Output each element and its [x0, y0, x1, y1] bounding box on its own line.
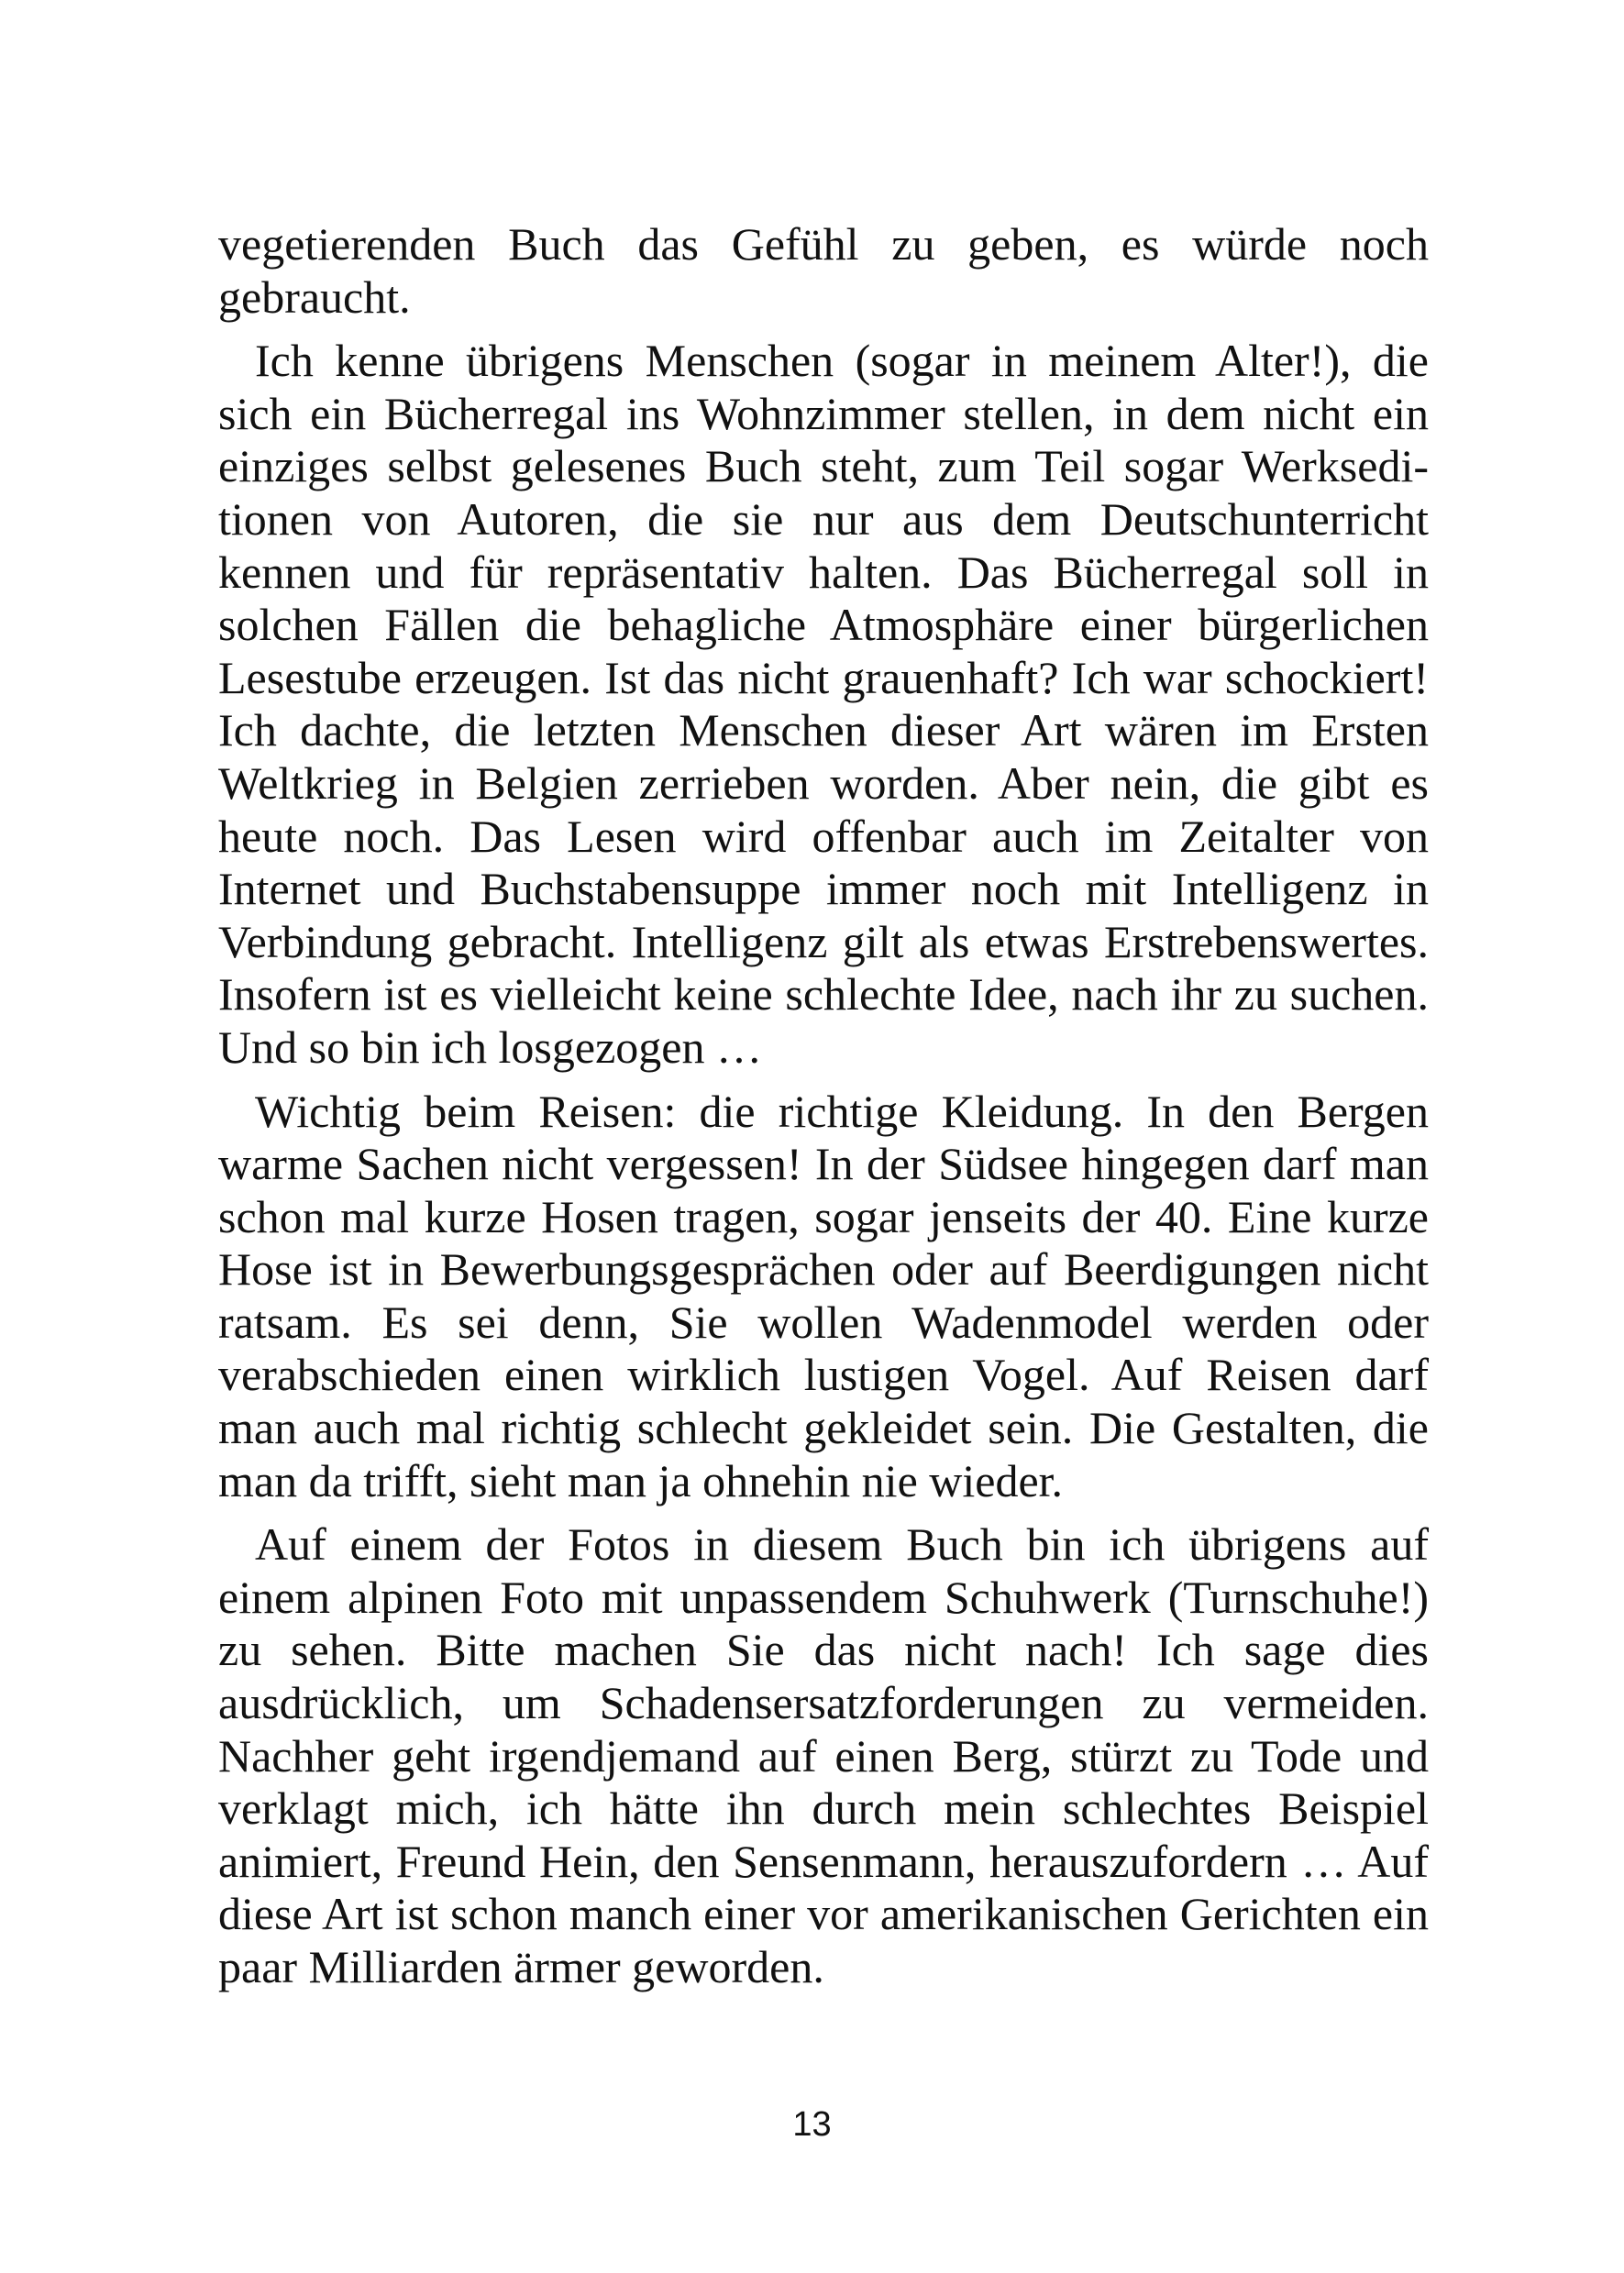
body-text — [218, 218, 1429, 1994]
paragraph-clothing: Wichtig beim Reisen: die richtige Kleidung. In den Bergen warme Sachen nicht vergessen! In der Südsee hingegen darf man schon mal kurze Hosen tragen, sogar jenseits der 40. Eine kurze Hose ist in Bewerbungsgesprächen oder auf Beerdigungen nicht ratsam. Es sei denn, Sie wollen Wadenmodel werden oder verabschieden einen wirklich lustigen Vogel. Auf Reisen darf man auch mal richtig schlecht gekleidet sein. Die Gestalten, die man da trifft, sieht man ja ohnehin nie wieder. — [218, 1085, 1429, 1506]
page-number: 13 — [792, 2105, 832, 2144]
paragraph-bookshelf: Ich kenne übrigens Menschen (sogar in meinem Alter!), die sich ein Bücherregal ins Wohnzimmer stellen, in dem nicht ein einziges selbst gelesenes Buch steht, zum Teil sogar Werkseditionen von Autoren, die sie nur aus dem Deutschunterricht kennen und für repräsentativ halten. Das Bücherregal soll in solchen Fällen die behagliche Atmosphäre einer bürgerlichen Lesestube erzeugen. Ist das nicht grauenhaft? Ich war schockiert! Ich dachte, die letzten Menschen dieser Art wären im Ersten Weltkrieg in Belgien zerrieben worden. Aber nein, die gibt es heute noch. Das Lesen wird offenbar auch im Zeitalter von Internet und Buchstabensuppe immer noch mit Intelligenz in Verbindung gebracht. Intelligenz gilt als etwas Erstrebenswertes. Insofern ist es vielleicht keine schlechte Idee, nach ihr zu suchen. Und so bin ich losgezogen … — [218, 335, 1429, 1073]
paragraph-continuation: vegetierenden Buch das Gefühl zu geben, es würde noch gebraucht. — [218, 218, 1429, 323]
paragraph-photo-shoes: Auf einem der Fotos in diesem Buch bin ich übrigens auf einem alpinen Foto mit unpassendem Schuhwerk (Turnschuhe!) zu sehen. Bitte machen Sie das nicht nach! Ich sage dies ausdrücklich, um Schadensersatzforderungen zu vermeiden. Nachher geht irgendjemand auf einen Berg, stürzt zu Tode und verklagt mich, ich hätte ihn durch mein schlechtes Beispiel animiert, Freund Hein, den Sensenmann, herauszufordern … Auf diese Art ist schon manch einer vor amerikanischen Gerichten ein paar Milliarden ärmer geworden. — [218, 1518, 1429, 1992]
